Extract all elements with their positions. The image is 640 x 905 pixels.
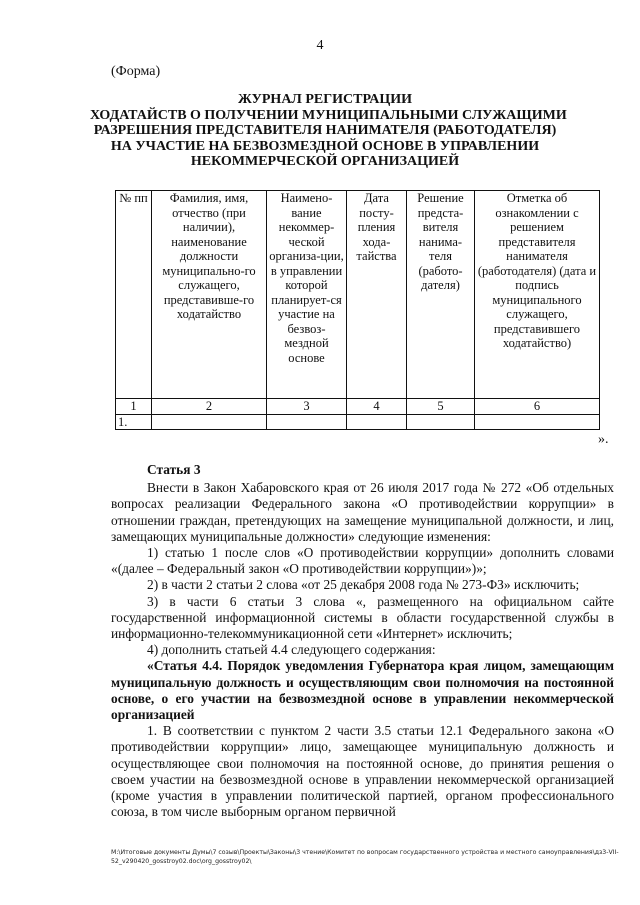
document-file-path: M:\Итоговые документы Думы\7 созыв\Проекты\Законы\3 чтение\Комитет по вопросам государственного устройства и местного самоуправления\дз3-VII-52_v290420_gosstroy02.doc\org_gosstroy02\ xyxy=(111,849,619,865)
column-number: 2 xyxy=(152,399,267,415)
article-paragraph: 2) в части 2 статьи 2 слова «от 25 декабря 2008 года № 273-ФЗ» исключить; xyxy=(147,577,580,593)
header-organization: Наимено-вание некоммер-ческой организа-ции, в управлении которой планирует-ся участие на безвоз-мездной основе xyxy=(267,191,347,399)
table-cell xyxy=(152,414,267,430)
column-number: 4 xyxy=(347,399,407,415)
column-number: 6 xyxy=(475,399,600,415)
article-paragraph: 1. В соответствии с пунктом 2 части 3.5 статьи 12.1 Федерального закона «О противодействии коррупции» лицо, замещающее муниципальную должность и осуществляющее свои полномочия на постоянной основе, до принятия решения о своем участии на безвозмездной основе в управлении некоммерческой организацией (кроме участия в управлении политической партией, органом профессионального союза, в том числе выборным органом первичной xyxy=(111,723,614,820)
page-number: 4 xyxy=(316,38,324,53)
article-3 xyxy=(111,462,614,820)
title-line: РАЗРЕШЕНИЯ ПРЕДСТАВИТЕЛЯ НАНИМАТЕЛЯ (РАБОТОДАТЕЛЯ) xyxy=(93,123,557,138)
registration-journal-table xyxy=(115,190,600,430)
column-number: 3 xyxy=(267,399,347,415)
article-heading: Статья 3 xyxy=(147,462,201,477)
article-paragraph: 1) статью 1 после слов «О противодействии коррупции» дополнить словами «(далее – Федеральный закон «О противодействии коррупции»)»; xyxy=(111,545,614,577)
header-employee: Фамилия, имя, отчество (при наличии), наименование должности муниципально-го служащего, представивше-го ходатайство xyxy=(152,191,267,399)
column-number: 5 xyxy=(407,399,475,415)
article-paragraph: 3) в части 6 статьи 3 слова «, размещенного на официальном сайте государственной информационной системы в области государственной службы в информационно-телекоммуникационной сети «Интернет» исключить; xyxy=(111,593,614,642)
table-cell xyxy=(475,414,600,430)
title-line: ХОДАТАЙСТВ О ПОЛУЧЕНИИ МУНИЦИПАЛЬНЫМИ СЛУЖАЩИМИ xyxy=(90,107,567,123)
header-date: Дата посту-пления хода-тайства xyxy=(347,191,407,399)
table-cell xyxy=(407,414,475,430)
title-line: НА УЧАСТИЕ НА БЕЗВОЗМЕЗДНОЙ ОСНОВЕ В УПРАВЛЕНИИ xyxy=(110,138,540,154)
article-paragraph: 4) дополнить статьей 4.4 следующего содержания: xyxy=(147,642,436,658)
table-header-row xyxy=(116,191,600,399)
title-line: ЖУРНАЛ РЕГИСТРАЦИИ xyxy=(237,92,413,107)
header-decision: Решение предста-вителя нанима-теля (работо-дателя) xyxy=(407,191,475,399)
title-line: НЕКОММЕРЧЕСКОЙ ОРГАНИЗАЦИЕЙ xyxy=(190,154,460,169)
table-cell xyxy=(347,414,407,430)
row-label: 1. xyxy=(116,414,152,430)
column-number: 1 xyxy=(116,399,152,415)
table-cell xyxy=(267,414,347,430)
table-row xyxy=(116,414,600,430)
article-paragraph: Внести в Закон Хабаровского края от 26 июля 2017 года № 272 «Об отдельных вопросах реализации Федерального закона «О противодействии коррупции» в отношении граждан, претендующих на замещение муниципальной должности, и лиц, замещающих муниципальные должности» следующие изменения: xyxy=(111,480,614,544)
article-4-4-heading: «Статья 4.4. Порядок уведомления Губернатора края лицом, замещающим муниципальную должность и осуществляющим свои полномочия на постоянной основе, о его участии на безвозмездной основе в управлении некоммерческой организацией xyxy=(111,658,614,723)
header-acknowledgement: Отметка об ознакомлении с решением представителя нанимателя (работодателя) (дата и подпись муниципального служащего, представившего ходатайство) xyxy=(475,191,600,399)
header-number: № пп xyxy=(116,191,152,399)
closing-quote-mark: ». xyxy=(598,432,609,447)
form-label: (Форма) xyxy=(111,64,161,79)
journal-title xyxy=(90,92,567,170)
table-row xyxy=(116,399,600,415)
